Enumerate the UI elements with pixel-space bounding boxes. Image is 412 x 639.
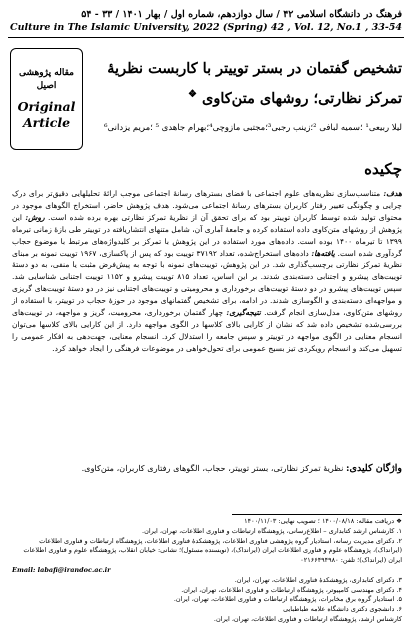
footnote-5: ۵. استادیار گروه برق مخابرات، پژوهشگاه ارتباطات و فناوری اطلاعات، تهران، ایران. [173,595,402,604]
journal-header [10,8,402,34]
footnote-3: ۳. دکترای کتابداری، پژوهشکدهٔ فناوری اطلاعات، تهران، ایران. [234,575,402,584]
footnotes [12,517,402,625]
abstract-findings-text: داده‌های استخراج‌شده، تعداد ۳۷۱۹۲ توییت بود که پس از پاکسازی، ۱۹۶۷ توییت نمونه بر مبنای نظریهٔ تمرکز نظارتی برچسب‌گذاری شد. در این پژوهش، توییت‌های نمونه با توجه به پیش‌فرض مثبت یا منفی، به دو دستهٔ توییت‌های پیشرو و اجتنابی دسته‌بندی شدند. بر این اساس، تعداد ۸۱۵ توییت پیشرو و ۱۱۵۲ توییت اجتنابی شناسایی شد. سپس توییت‌های پیشرو در دو دستهٔ توییت‌های برخورداری و محرومیتی و توییت‌های اجتنابی نیز در دو دستهٔ توییت‌های گریزی و مواجهه‌ای دسته‌بندی و الگوسازی شدند. در ادامه، برای تشخیص گفتمانهای موجود در حوزهٔ حجاب در توییتر، با استفاده از روشهای متن‌کاوی، مدل‌سازی انجام گرفت. [12,248,402,318]
keywords-text: نظریهٔ تمرکز نظارتی، بستر توییتر، حجاب، الگوهای رفتاری کاربران، متن‌کاوی. [81,463,347,473]
abstract-objective-text: متناسب‌سازی نظریه‌های علوم اجتماعی با فضای بسترهای رسانهٔ اجتماعی موجب ارائهٔ تحلیلهایی دقیق‌تر برای درک چرایی و چگونگی تغییر رفتار کاربران بسترهای رسانهٔ اجتماعی می‌شود. هدف پژوهش حاضر، استخراج الگوهای موجود در محتوای تولید شده توسط کاربران توییتر بود که برای تحقق آن از نظریهٔ تمرکز نظارتی بهره برده شده است. [12,189,402,222]
abstract-objective-label: هدف: [383,189,402,198]
author-list: لیلا ربیعی¹ ؛سمیه لبافی ²؛زینب رجبی³؛مجتبی مازوچی⁴؛بهرام جاهدی ⁵ ؛مریم یزدانی⁶ [104,122,402,133]
title-block [90,56,402,134]
abstract-findings-label: یافته‌ها: [311,248,335,258]
article-type-english-line2: Article [22,115,71,130]
keywords [12,462,402,475]
article-type-box [10,48,83,150]
header-divider [8,37,404,38]
abstract-heading: چکیده [364,160,402,178]
article-type-english-line1: Original [17,99,76,114]
title-footnote-mark: ❖ [187,89,197,100]
abstract-method-text: این پژوهش از روشهای متن‌کاوی داده استفاده کرده و جامعهٔ آماری آن، شامل متنهای انتشاریافته در توییتر طی بازهٔ زمانی تیرماه ۱۳۹۹ تا تیرماه ۱۴۰۰ بوده است. داده‌های مورد استفاده در این پژوهش با تمرکز بر کلیدواژه‌های مرتبط با موضوع حجاب گردآوری شده است. [12,212,403,258]
abstract-body [12,188,402,355]
footnote-7: کارشناس ارشد، پژوهشگاه ارتباطات و فناوری اطلاعات، تهران، ایران. [213,614,402,623]
footnote-4: ۴. دکترای مهندسی کامپیوتر، پژوهشگاه ارتباطات و فناوری اطلاعات، تهران، ایران. [181,585,402,594]
abstract-method-label: روش: [25,212,45,222]
article-title-text: تشخیص گفتمان در بستر توییتر با کاربست نظریهٔ تمرکز نظارتی؛ روشهای متن‌کاوی [107,60,402,107]
footnote-2-email: Email: labafi@irandoc.ac.ir [12,565,111,574]
keywords-label: واژگان کلیدی: [346,463,402,474]
journal-citation-english: Culture in The Islamic University, 2022 (Spring) 42 , Vol. 12, No.1 , 33-54 [10,22,402,33]
abstract-conclusion-text: چهار گفتمان برخورداری، محرومیت، گریز و مواجهه، در توییت‌های بررسی‌شده تشخیص داده شد که نشان از کارایی بالای کلاسها در الگوی مواجهه دارد. از این کارایی بالای کلاسها می‌توان انسجام معنایی در الگوی مواجهه در توییتر و سپس جامعه را استدلال کرد. انسجام معنایی، جهت‌دهی به افکار عمومی را تسهیل می‌کند و انسجام رویکردی تیز بسیج عمومی برای تحول‌خواهی در موضوعات فرهنگی را ایجاد خواهد کرد. [12,308,402,353]
footnote-divider [232,514,402,515]
journal-citation-persian: فرهنگ در دانشگاه اسلامی ۴۲ / سال دوازدهم، شماره اول / بهار ۱۴۰۱ / ۳۳ - ۵۴ [81,9,402,20]
footnote-dates: ❖ دریافت مقاله: ۱۴۰۰/۰۸/۱۸ ؛ تصویب نهایی: ۱۴۰۰/۱۱/۰۳ [244,517,402,525]
footnote-2: ۲. دکترای مدیریت رسانه، استادیار گروه پژوهشی فناوری اطلاعات، پژوهشکدهٔ فناوری اطلاعات، پژوهشگاه ارتباطات و فناوری اطلاعات (ایرانداک)، پژوهشگاه علوم و فناوری اطلاعات ایران (ایرانداک)، (نویسنده مسئول)؛ نشانی: خیابان انقلاب، پژوهشگاه علوم و فناوری اطلاعات ایران (ایرانداک)؛ تلفن: ۰۲۱۶۶۴۹۴۹۸۰ [23,536,402,565]
article-title [90,56,402,112]
abstract-conclusion-label: نتیجه‌گیری: [226,308,261,318]
footnote-6: ۶. دانشجوی دکتری دانشگاه علامه طباطبایی [283,605,402,614]
article-type-english [11,99,82,131]
article-type-persian: مقاله پژوهشی اصیل [19,68,74,91]
footnote-1: ۱. کارشناس ارشد کتابداری – اطلاع‌رسانی، پژوهشگاه ارتباطات و فناوری اطلاعات، تهران، ایران. [142,526,402,535]
